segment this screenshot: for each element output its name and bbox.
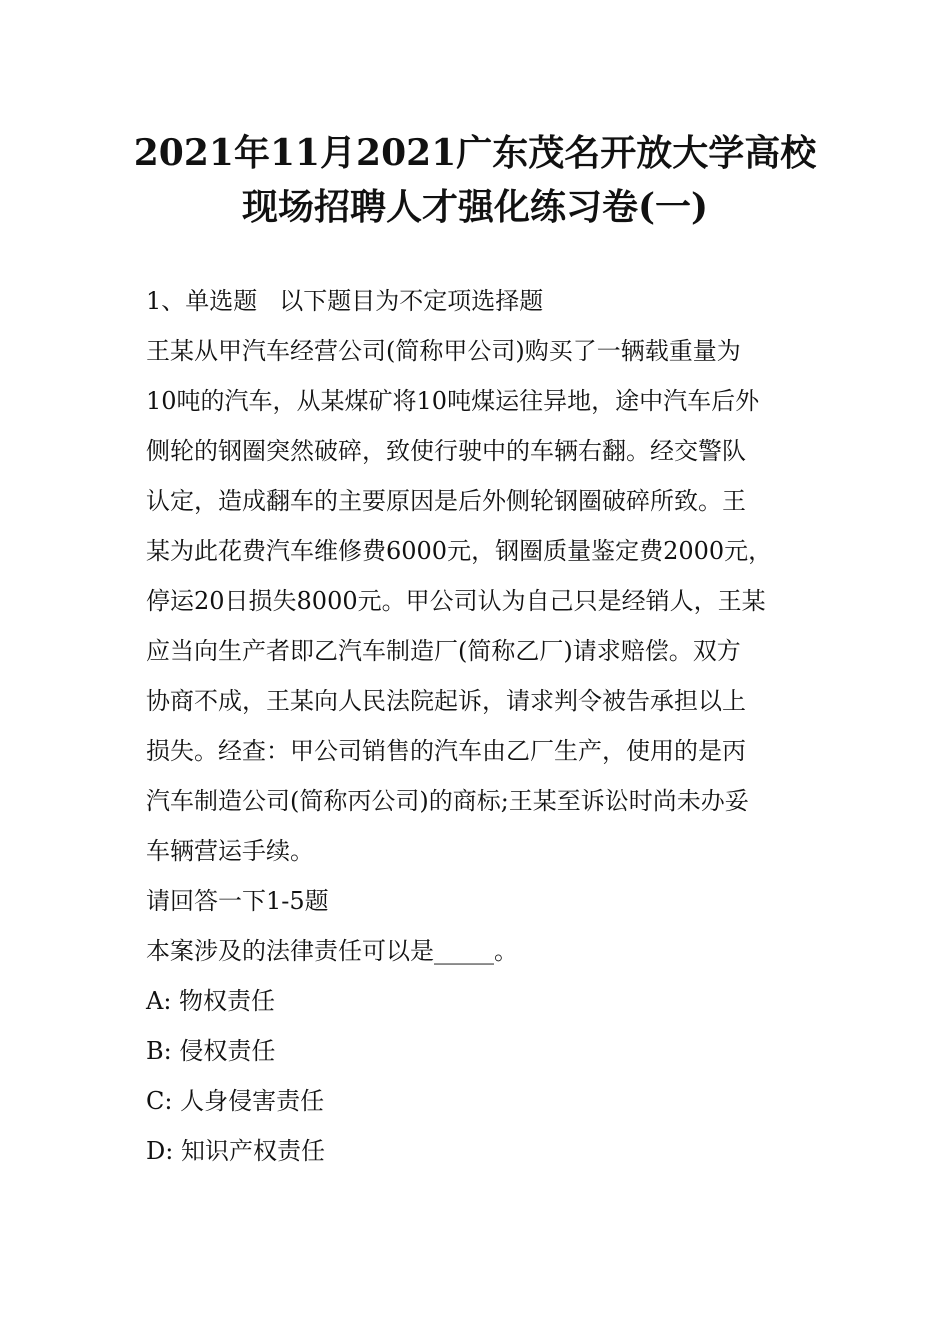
option-d: D: 知识产权责任	[146, 1137, 325, 1165]
option-a: A: 物权责任	[146, 987, 276, 1015]
passage-line: 停运20日损失8000元。甲公司认为自己只是经销人，王某	[146, 587, 766, 615]
passage-line: 应当向生产者即乙汽车制造厂(简称乙厂)请求赔偿。双方	[146, 637, 741, 665]
question-block	[146, 276, 816, 1176]
question-stem: 本案涉及的法律责任可以是_____。	[146, 937, 518, 965]
question-passage	[146, 326, 816, 876]
document-title	[60, 126, 890, 234]
option-c: C: 人身侵害责任	[146, 1087, 325, 1115]
passage-line: 车辆营运手续。	[146, 837, 314, 865]
title-line-2: 现场招聘人才强化练习卷(一)	[241, 186, 709, 228]
passage-line: 认定，造成翻车的主要原因是后外侧轮钢圈破碎所致。王	[146, 487, 746, 515]
passage-line: 侧轮的钢圈突然破碎，致使行驶中的车辆右翻。经交警队	[146, 437, 746, 465]
question-header	[146, 276, 816, 326]
passage-line: 损失。经查：甲公司销售的汽车由乙厂生产，使用的是丙	[146, 737, 746, 765]
passage-line: 10吨的汽车，从某煤矿将10吨煤运往异地，途中汽车后外	[146, 387, 760, 415]
passage-line: 王某从甲汽车经营公司(简称甲公司)购买了一辆载重量为	[146, 337, 741, 365]
answer-options	[146, 976, 816, 1176]
title-line-1: 2021年11月2021广东茂名开放大学高校	[133, 132, 817, 174]
question-number: 1、单选题	[146, 287, 258, 315]
passage-line: 汽车制造公司(简称丙公司)的商标;王某至诉讼时尚未办妥	[146, 787, 749, 815]
question-type-note: 以下题目为不定项选择题	[279, 287, 544, 315]
question-instruction: 请回答一下1-5题	[146, 887, 329, 915]
passage-line: 某为此花费汽车维修费6000元，钢圈质量鉴定费2000元，	[146, 537, 773, 565]
passage-line: 协商不成，王某向人民法院起诉，请求判令被告承担以上	[146, 687, 746, 715]
option-b: B: 侵权责任	[146, 1037, 276, 1065]
